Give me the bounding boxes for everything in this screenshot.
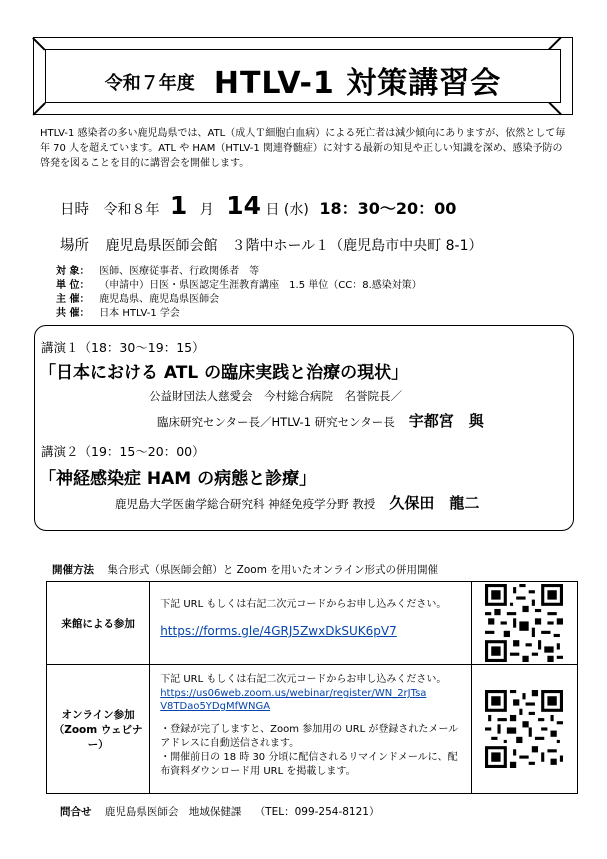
lecture-box <box>34 325 574 531</box>
datetime-row <box>60 191 456 220</box>
info-credits <box>56 276 422 291</box>
info-key: 共 催： <box>56 308 90 319</box>
lecture2-header: 講演２（19：15～20：00） <box>41 444 205 459</box>
registration-inperson-url-wrap <box>150 612 471 638</box>
qr-code-icon[interactable] <box>485 690 563 768</box>
datetime-day-unit: 日 <box>265 202 280 218</box>
registration-inperson-label: 来館による参加 <box>61 617 135 630</box>
lecture2-affiliation <box>115 492 479 513</box>
registration-inperson-instruction: 下記 URL もしくは右記二次元コードからお申し込みください。 <box>160 599 447 610</box>
datetime-era: 令和８年 <box>103 202 160 218</box>
registration-inperson-url[interactable]: https://forms.gle/4GRJ5ZwxDkSUK6pV7 <box>160 624 397 638</box>
venue-row <box>60 234 483 255</box>
registration-online-sublabel: （Zoom ウェビナー） <box>53 723 143 751</box>
registration-online-url-cont[interactable]: V8TDao5YDgMfWNGA <box>160 701 271 712</box>
lecture1-affiliation-line1: 公益財団法人慈愛会 今村総合病院 名誉院長／ <box>149 389 402 403</box>
title <box>33 58 573 102</box>
lecture1-affiliation-line2-text: 臨床研究センター長／HTLV-1 研究センター長 <box>157 415 395 429</box>
lecture1-header: 講演１（18：30～19：15） <box>41 340 205 355</box>
datetime-month-unit: 月 <box>199 202 214 218</box>
lecture2-affiliation-text: 鹿児島大学医歯学総合研究科 神経免疫学分野 教授 <box>115 497 376 511</box>
title-box <box>33 37 573 115</box>
method-row <box>52 562 438 577</box>
registration-online-url-wrap <box>150 687 471 713</box>
title-main: HTLV-1 対策講習会 <box>213 66 502 101</box>
info-key: 対 象： <box>56 266 90 277</box>
qr-cell <box>471 665 577 794</box>
contact-label: 問合せ <box>60 806 92 818</box>
registration-online-note2: ・開催前日の 18 時 30 分頃に配信されるリマインドメールに、配布資料ダウンロード用 URL を掲載します。 <box>160 752 458 777</box>
venue-label: 場所 <box>60 238 89 254</box>
datetime-label: 日時 <box>60 202 89 218</box>
registration-info-cell <box>150 665 472 794</box>
datetime-weekday: (水) <box>283 202 309 218</box>
method-label: 開催方法 <box>52 564 94 576</box>
qr-cell <box>471 582 577 665</box>
info-value: 医師、医療従事者、行政関係者 等 <box>99 266 260 277</box>
datetime-day: 14 <box>226 191 262 220</box>
lecture2-title: 「神経感染症 HAM の病態と診療」 <box>39 469 317 489</box>
info-cosponsor <box>56 304 180 319</box>
datetime-month: 1 <box>169 191 188 220</box>
info-target <box>56 262 259 277</box>
intro-paragraph: HTLV-1 感染者の多い鹿児島県では、ATL（成人Ｔ細胞白血病）による死亡者は減少傾向にありますが、依然として毎年 70 人を超えています。ATL や HAM（HTLV-1 関連脊髄症）に対する最新の知見や正しい知識を深め、感染予防の啓発を図ることを目的に講習会を開催します。 <box>40 128 566 169</box>
datetime-time: 18：30～20：00 <box>319 199 457 218</box>
lecture1-speaker: 宇都宮 與 <box>408 412 484 430</box>
venue-text: 鹿児島県医師会館 ３階中ホール１（鹿児島市中央町 8-1） <box>105 238 483 254</box>
contact-org: 鹿児島県医師会 地域保健課 <box>104 806 242 818</box>
info-value: 日本 HTLV-1 学会 <box>99 308 180 319</box>
contact-row <box>60 804 379 819</box>
registration-online-instruction: 下記 URL もしくは右記二次元コードからお申し込みください。 <box>160 674 447 685</box>
registration-table <box>46 581 578 794</box>
registration-info-cell <box>150 582 472 665</box>
contact-tel: （TEL：099-254-8121） <box>254 806 380 818</box>
registration-row-inperson <box>47 582 578 665</box>
lecture1-title: 「日本における ATL の臨床実践と治療の現状」 <box>39 363 409 383</box>
method-text: 集合形式（県医師会館）と Zoom を用いたオンライン形式の併用開催 <box>107 564 438 576</box>
info-value: （申請中）日医・県医認定生涯教育講座 1.5 単位（CC：8.感染対策） <box>99 280 422 291</box>
info-key: 単 位： <box>56 280 90 291</box>
registration-online-note1: ・登録が完了しますと、Zoom 参加用の URL が登録されたメールアドレスに自動送信されます。 <box>160 724 459 749</box>
info-key: 主 催： <box>56 294 90 305</box>
registration-label-cell <box>47 665 150 794</box>
registration-label-cell <box>47 582 150 665</box>
lecture1-affiliation-line2 <box>157 410 484 431</box>
info-value: 鹿児島県、鹿児島県医師会 <box>99 294 220 305</box>
registration-online-url[interactable]: https://us06web.zoom.us/webinar/register/WN_2rJTsa <box>160 688 427 699</box>
qr-code-icon[interactable] <box>485 584 563 662</box>
lecture2-speaker: 久保田 龍二 <box>389 494 480 512</box>
registration-online-label: オンライン参加 <box>61 708 135 721</box>
info-organizer <box>56 290 219 305</box>
registration-row-online <box>47 665 578 794</box>
title-year: 令和７年度 <box>104 73 195 94</box>
